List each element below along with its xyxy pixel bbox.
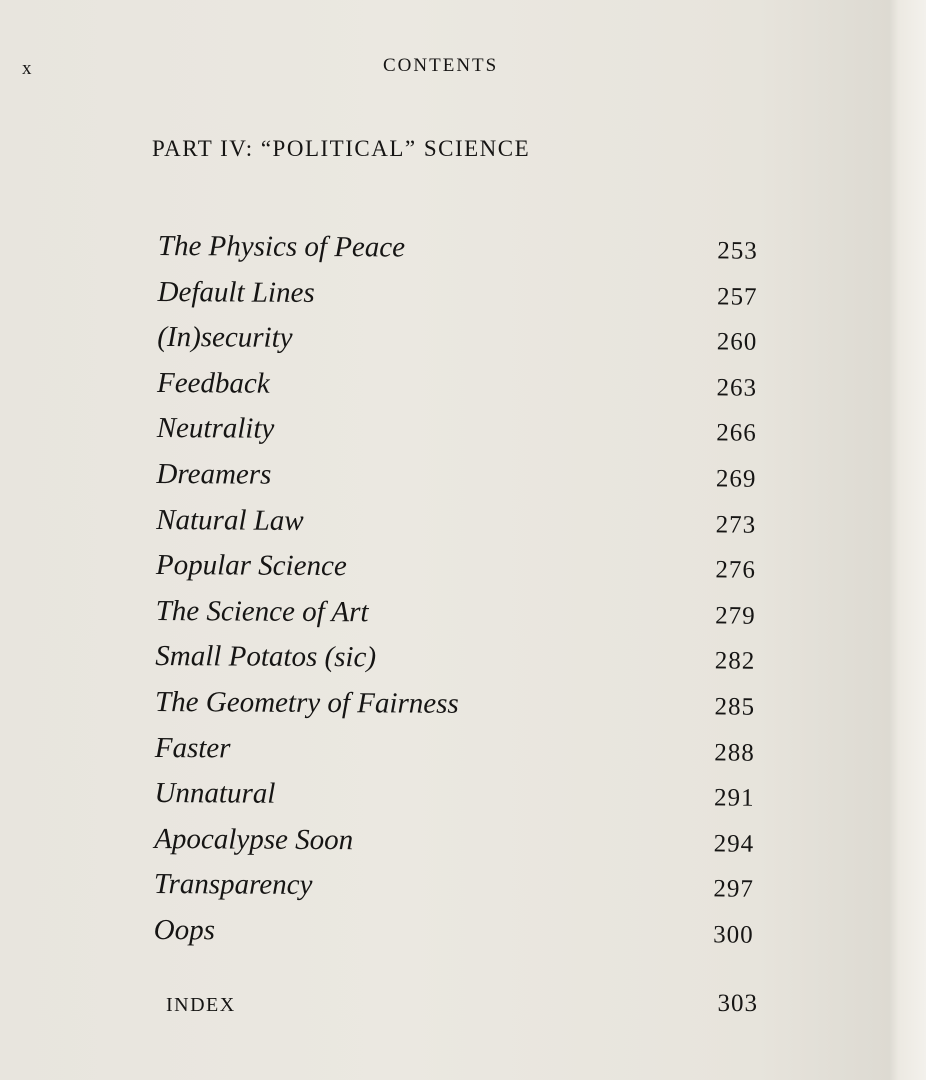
toc-entry <box>157 270 757 319</box>
toc-entry-page: 263 <box>716 374 758 402</box>
toc-entry-page: 276 <box>715 556 756 584</box>
toc-entry-title: Faster <box>154 731 231 764</box>
toc-entry-page: 297 <box>713 875 755 903</box>
toc-entry-page: 300 <box>713 921 754 949</box>
toc-entry-page: 285 <box>714 693 756 721</box>
toc-entry <box>155 634 755 683</box>
toc-entry-page: 253 <box>717 237 758 265</box>
toc-entry-title: Small Potatos (sic) <box>155 640 377 674</box>
toc-entry-title: Apocalypse Soon <box>154 822 354 856</box>
toc-entry-title: Default Lines <box>157 275 315 309</box>
running-head: CONTENTS <box>383 55 499 76</box>
toc-entry-page: 288 <box>714 738 755 767</box>
adjacent-page-edge <box>884 0 926 1080</box>
toc-entry-title: Neutrality <box>156 412 275 446</box>
toc-entry-page: 266 <box>716 419 757 448</box>
index-entry <box>166 990 758 1018</box>
part-title: PART IV: “POLITICAL” SCIENCE <box>152 136 531 161</box>
toc-entry <box>158 224 758 273</box>
toc-entry <box>156 498 756 547</box>
toc-entry-title: Natural Law <box>156 503 304 537</box>
toc-entry <box>154 908 754 957</box>
toc-entry-title: Oops <box>153 913 216 947</box>
toc-list <box>154 224 758 957</box>
toc-entry-page: 273 <box>715 510 757 539</box>
toc-entry-title: Dreamers <box>156 457 272 491</box>
toc-entry-title: The Science of Art <box>155 594 369 629</box>
toc-entry <box>156 452 756 501</box>
toc-entry <box>157 315 757 364</box>
toc-entry-title: Popular Science <box>155 549 347 583</box>
toc-entry-title: Unnatural <box>154 777 276 810</box>
toc-entry-page: 257 <box>716 283 758 311</box>
toc-entry-page: 269 <box>715 465 757 493</box>
toc-entry-page: 294 <box>713 830 755 858</box>
toc-entry-page: 260 <box>716 328 758 356</box>
toc-entry <box>154 817 754 866</box>
toc-entry-title: Feedback <box>156 366 270 400</box>
toc-entry <box>157 406 757 455</box>
toc-entry <box>155 589 755 638</box>
toc-entry <box>156 543 756 592</box>
page-number: x <box>22 58 33 79</box>
toc-entry <box>157 361 757 410</box>
toc-entry <box>155 726 755 775</box>
toc-entry-title: Transparency <box>153 868 313 902</box>
toc-entry-page: 279 <box>715 602 756 630</box>
toc-entry-page: 291 <box>713 784 755 812</box>
index-page: 303 <box>717 990 758 1017</box>
toc-entry-page: 282 <box>714 647 756 676</box>
toc-entry <box>155 680 755 729</box>
toc-entry <box>154 771 754 820</box>
index-label: INDEX <box>166 994 236 1016</box>
toc-entry-title: (In)security <box>157 321 293 355</box>
toc-entry-title: The Physics of Peace <box>157 229 406 264</box>
toc-entry <box>154 862 754 911</box>
toc-entry-title: The Geometry of Fairness <box>154 685 459 720</box>
